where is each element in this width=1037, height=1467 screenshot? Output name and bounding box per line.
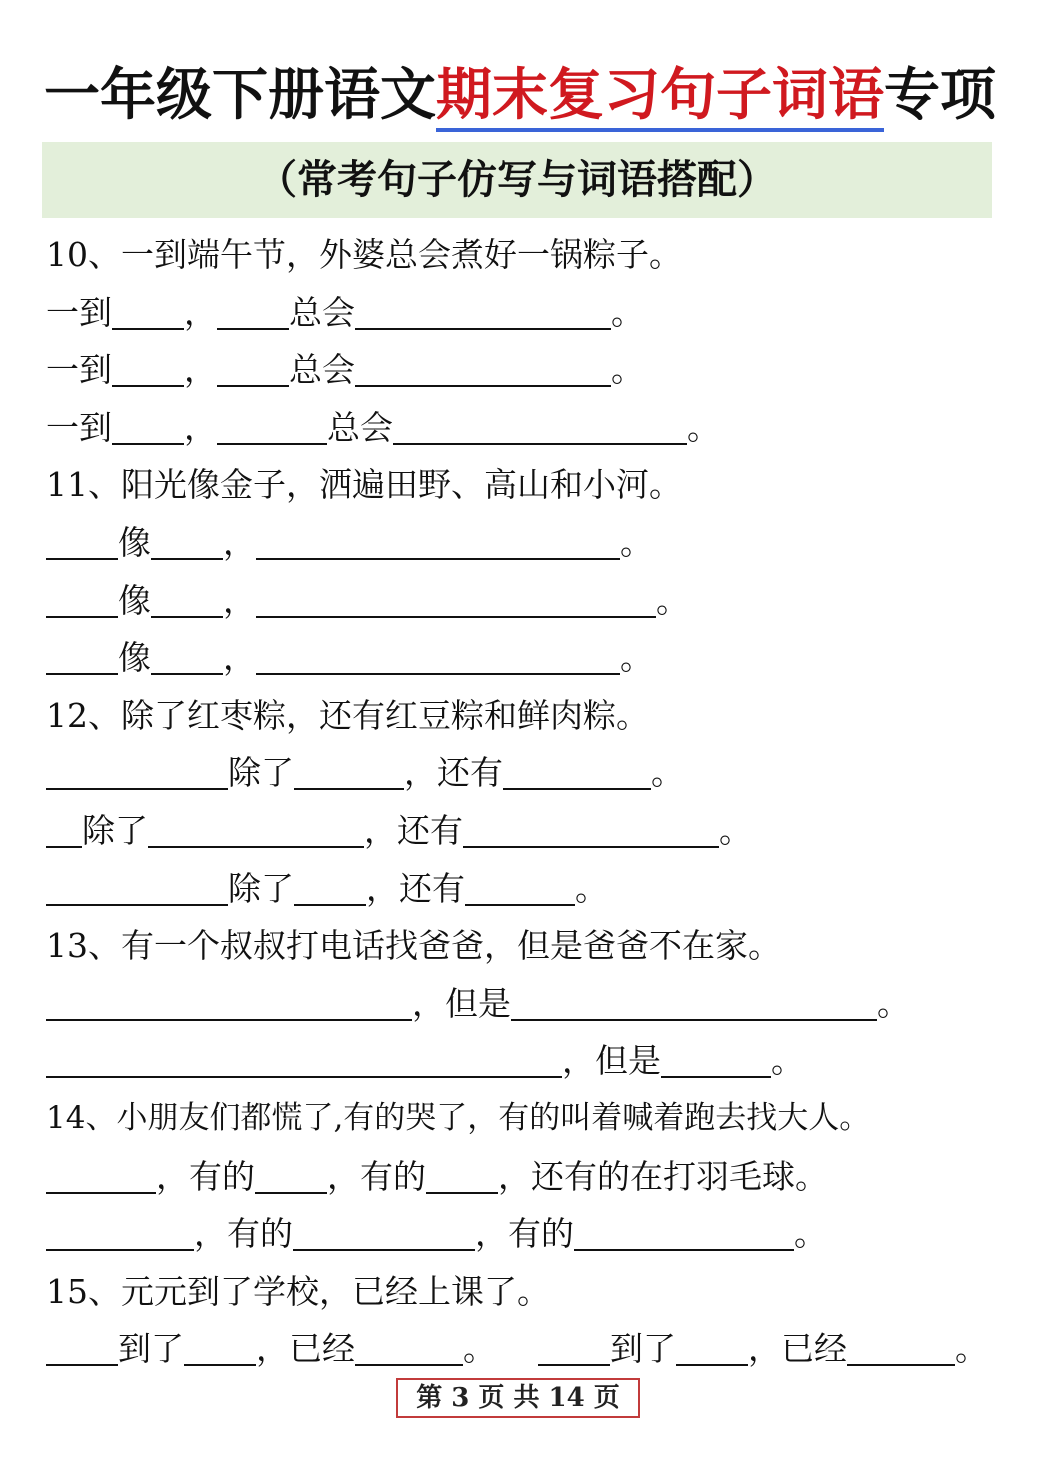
- q11-word-xiang: 像: [118, 580, 151, 620]
- q12-word-haiyou: ，还有: [364, 810, 463, 850]
- q10-word-yidao: 一到: [46, 407, 112, 447]
- q14-word-youde: ，有的: [156, 1156, 255, 1196]
- answer-blank[interactable]: [847, 1334, 955, 1366]
- answer-blank[interactable]: [661, 1046, 771, 1078]
- q14-word-youde: ，有的: [327, 1156, 426, 1196]
- q12-word-haiyou: ，还有: [404, 753, 503, 793]
- answer-blank[interactable]: [46, 989, 412, 1021]
- answer-blank[interactable]: [294, 758, 404, 790]
- q15-word-yijing: ，已经: [748, 1329, 847, 1369]
- q11-answer-line-3: [46, 629, 1006, 687]
- subtitle-band: [42, 142, 992, 218]
- answer-blank[interactable]: [293, 1219, 475, 1251]
- answer-blank[interactable]: [538, 1334, 610, 1366]
- q15-period: 。: [955, 1329, 988, 1369]
- q13-answer-line-2: [46, 1032, 1006, 1090]
- q11-period: 。: [620, 638, 653, 678]
- q13-word-danshi: ，但是: [562, 1041, 661, 1081]
- answer-blank[interactable]: [46, 816, 82, 848]
- q12-period: 。: [575, 868, 608, 908]
- q14-word-youde: ，有的: [475, 1214, 574, 1254]
- answer-blank[interactable]: [503, 758, 651, 790]
- answer-blank[interactable]: [256, 586, 656, 618]
- question-11: 11、阳光像金子，洒遍田野、高山和小河。: [46, 465, 682, 505]
- page-number: 第 3 页 共 14 页: [396, 1378, 640, 1418]
- q11-answer-line-2: [46, 572, 1006, 630]
- answer-blank[interactable]: [112, 355, 184, 387]
- q15-period: 。: [463, 1329, 496, 1369]
- q10-word-yidao: 一到: [46, 350, 112, 390]
- q10-comma: ，: [184, 292, 217, 332]
- q10-answer-line-1: [46, 284, 1006, 342]
- answer-blank[interactable]: [148, 816, 364, 848]
- answer-blank[interactable]: [151, 528, 223, 560]
- answer-blank[interactable]: [46, 1162, 156, 1194]
- answer-blank[interactable]: [676, 1334, 748, 1366]
- title-highlight: 期末复习句子词语: [436, 63, 884, 132]
- answer-blank[interactable]: [426, 1162, 498, 1194]
- q11-period: 。: [656, 580, 689, 620]
- answer-blank[interactable]: [294, 874, 366, 906]
- answer-blank[interactable]: [151, 643, 223, 675]
- answer-blank[interactable]: [46, 643, 118, 675]
- q10-answer-line-2: [46, 341, 1006, 399]
- q13-period: 。: [877, 983, 910, 1023]
- answer-blank[interactable]: [112, 298, 184, 330]
- q12-period: 。: [719, 810, 752, 850]
- q11-period: 。: [620, 522, 653, 562]
- q12-answer-line-1: [46, 744, 1006, 802]
- answer-blank[interactable]: [46, 528, 118, 560]
- answer-blank[interactable]: [355, 1334, 463, 1366]
- q15-answer-line-1: [46, 1320, 1006, 1378]
- q13-period: 。: [771, 1041, 804, 1081]
- q11-word-xiang: 像: [118, 522, 151, 562]
- q11-comma: ，: [223, 638, 256, 678]
- q12-answer-line-3: [46, 860, 1006, 918]
- question-15: 15、元元到了学校，已经上课了。: [46, 1271, 550, 1311]
- q10-answer-line-3: [46, 399, 1006, 457]
- q11-answer-line-1: [46, 514, 1006, 572]
- question-14: 14、小朋友们都慌了,有的哭了，有的叫着喊着跑去找大人。: [46, 1099, 871, 1136]
- answer-blank[interactable]: [393, 413, 687, 445]
- q10-period: 。: [687, 407, 720, 447]
- answer-blank[interactable]: [463, 816, 719, 848]
- q10-comma: ，: [184, 407, 217, 447]
- q13-answer-line-1: [46, 975, 1006, 1033]
- answer-blank[interactable]: [255, 1162, 327, 1194]
- q15-word-yijing: ，已经: [256, 1329, 355, 1369]
- q14-word-youde: ，有的: [194, 1214, 293, 1254]
- answer-blank[interactable]: [465, 874, 575, 906]
- q14-answer-line-2: [46, 1205, 1006, 1263]
- q14-period: 。: [794, 1214, 827, 1254]
- answer-blank[interactable]: [151, 586, 223, 618]
- title-part1: 一年级下册语文: [44, 63, 436, 128]
- worksheet-subtitle: （常考句子仿写与词语搭配）: [257, 156, 777, 203]
- q10-word-yidao: 一到: [46, 292, 112, 332]
- question-13: 13、有一个叔叔打电话找爸爸，但是爸爸不在家。: [46, 926, 781, 966]
- q12-period: 。: [651, 753, 684, 793]
- answer-blank[interactable]: [46, 586, 118, 618]
- answer-blank[interactable]: [511, 989, 877, 1021]
- exercise-content: [46, 226, 1006, 1378]
- answer-blank[interactable]: [217, 413, 327, 445]
- question-10: 10、一到端午节，外婆总会煮好一锅粽子。: [46, 235, 682, 274]
- answer-blank[interactable]: [46, 1046, 562, 1078]
- q11-comma: ，: [223, 522, 256, 562]
- q10-word-zonghui: 总会: [289, 292, 355, 332]
- q14-tail: ，还有的在打羽毛球。: [498, 1156, 828, 1196]
- q12-word-chule: 除了: [228, 753, 294, 793]
- q10-word-zonghui: 总会: [327, 407, 393, 447]
- answer-blank[interactable]: [46, 1219, 194, 1251]
- q13-word-danshi: ，但是: [412, 983, 511, 1023]
- answer-blank[interactable]: [256, 528, 620, 560]
- q11-comma: ，: [223, 580, 256, 620]
- answer-blank[interactable]: [46, 758, 228, 790]
- answer-blank[interactable]: [217, 355, 289, 387]
- q10-word-zonghui: 总会: [289, 350, 355, 390]
- answer-blank[interactable]: [574, 1219, 794, 1251]
- answer-blank[interactable]: [355, 355, 611, 387]
- answer-blank[interactable]: [46, 1334, 118, 1366]
- answer-blank[interactable]: [184, 1334, 256, 1366]
- answer-blank[interactable]: [112, 413, 184, 445]
- question-12: 12、除了红枣粽，还有红豆粽和鲜肉粽。: [46, 695, 649, 735]
- q10-comma: ，: [184, 350, 217, 390]
- q12-answer-line-2: [46, 802, 1006, 860]
- q11-word-xiang: 像: [118, 638, 151, 678]
- answer-blank[interactable]: [46, 874, 228, 906]
- q15-word-daole: 到了: [118, 1329, 184, 1369]
- q15-word-daole: 到了: [610, 1329, 676, 1369]
- worksheet-title: [44, 58, 1004, 134]
- answer-blank[interactable]: [355, 298, 611, 330]
- q10-period: 。: [611, 292, 644, 332]
- q10-period: 。: [611, 350, 644, 390]
- q14-answer-line-1: [46, 1148, 1006, 1206]
- answer-blank[interactable]: [217, 298, 289, 330]
- answer-blank[interactable]: [256, 643, 620, 675]
- q12-word-haiyou: ，还有: [366, 868, 465, 908]
- q12-word-chule: 除了: [82, 810, 148, 850]
- q12-word-chule: 除了: [228, 868, 294, 908]
- title-part2: 专项: [884, 63, 996, 128]
